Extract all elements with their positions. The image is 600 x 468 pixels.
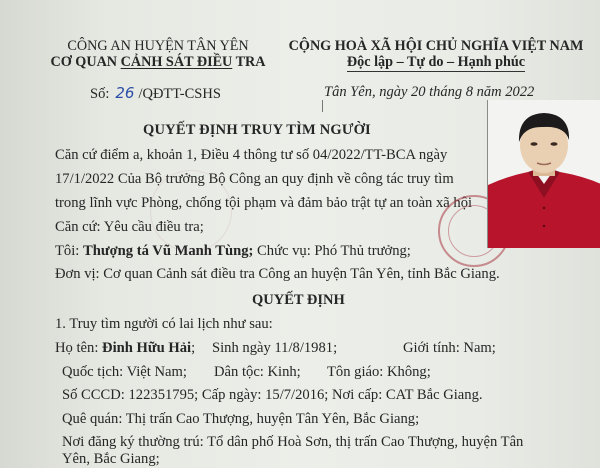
decision-item-1: 1. Truy tìm người có lai lịch như sau: bbox=[55, 316, 273, 332]
national-motto: Độc lập – Tự do – Hạnh phúc bbox=[346, 54, 526, 70]
national-motto-header bbox=[277, 38, 595, 72]
unit-line: Đơn vị: Cơ quan Cảnh sát điều tra Công an huyện Tân Yên, tỉnh Bắc Giang. bbox=[55, 266, 500, 282]
preamble-line-2: 17/1/2022 Của Bộ trưởng Bộ Công an quy định về công tác truy tìm bbox=[55, 171, 454, 187]
document-title: QUYẾT ĐỊNH TRUY TÌM NGƯỜI bbox=[143, 122, 371, 138]
agency-name-part2: CẢNH SÁT ĐIỀU bbox=[120, 54, 233, 70]
agency-name-part1: CƠ QUAN bbox=[50, 54, 121, 70]
decision-heading: QUYẾT ĐỊNH bbox=[252, 292, 345, 308]
person-name-row bbox=[55, 340, 195, 357]
preamble-basis: Căn cứ: Yêu cầu điều tra; bbox=[55, 219, 204, 235]
photo-border-tick bbox=[322, 100, 323, 112]
country-name: CỘNG HOÀ XÃ HỘI CHỦ NGHĨA VIỆT NAM bbox=[288, 38, 584, 54]
name-label: Họ tên: bbox=[55, 340, 103, 356]
religion: Tôn giáo: Không; bbox=[327, 364, 431, 380]
hometown: Quê quán: Thị trấn Cao Thượng, huyện Tân Yên, Bắc Giang; bbox=[62, 411, 420, 427]
suspect-photo bbox=[487, 100, 600, 248]
document-number-handwritten: 26 bbox=[115, 84, 135, 102]
id-card-info: Số CCCD: 122351795; Cấp ngày: 15/7/2016; Nơi cấp: CAT Bắc Giang. bbox=[62, 387, 483, 403]
signer-line bbox=[55, 243, 411, 260]
preamble-line-1: Căn cứ điểm a, khoản 1, Điều 4 thông tư số 04/2022/TT-BCA ngày bbox=[55, 147, 448, 163]
nationality: Quốc tịch: Việt Nam; bbox=[62, 364, 187, 380]
document-date: Tân Yên, ngày 20 tháng 8 năm 2022 bbox=[324, 84, 535, 100]
agency-name bbox=[48, 54, 268, 70]
preamble-line-3: trong lĩnh vực Phòng, chống tội phạm và đảm bảo trật tự an toàn xã hội bbox=[55, 195, 473, 211]
signer-label: Tôi: bbox=[55, 243, 83, 259]
name-terminator: ; bbox=[191, 340, 196, 356]
gender: Giới tính: Nam; bbox=[403, 340, 496, 356]
residence-line-2: Yên, Bắc Giang; bbox=[62, 451, 160, 467]
agency-name-part3: TRA bbox=[232, 54, 266, 70]
portrait-image bbox=[488, 100, 600, 248]
signer-position: Chức vụ: Phó Thủ trưởng; bbox=[253, 243, 411, 259]
document-number-label: Số: bbox=[90, 86, 110, 102]
date-of-birth: Sinh ngày 11/8/1981; bbox=[212, 340, 338, 356]
residence-line-1: Nơi đăng ký thường trú: Tổ dân phố Hoà Sơn, thị trấn Cao Thượng, huyện Tân bbox=[62, 434, 524, 450]
signer-name: Thượng tá Vũ Manh Tùng; bbox=[82, 243, 254, 259]
issuing-agency-header bbox=[48, 38, 268, 70]
agency-parent: CÔNG AN HUYỆN TÂN YÊN bbox=[67, 38, 249, 54]
ethnicity: Dân tộc: Kinh; bbox=[214, 364, 301, 380]
document-number bbox=[90, 84, 221, 103]
person-name: Đinh Hữu Hải bbox=[102, 340, 192, 356]
document-number-suffix: /QĐTT-CSHS bbox=[138, 86, 221, 102]
